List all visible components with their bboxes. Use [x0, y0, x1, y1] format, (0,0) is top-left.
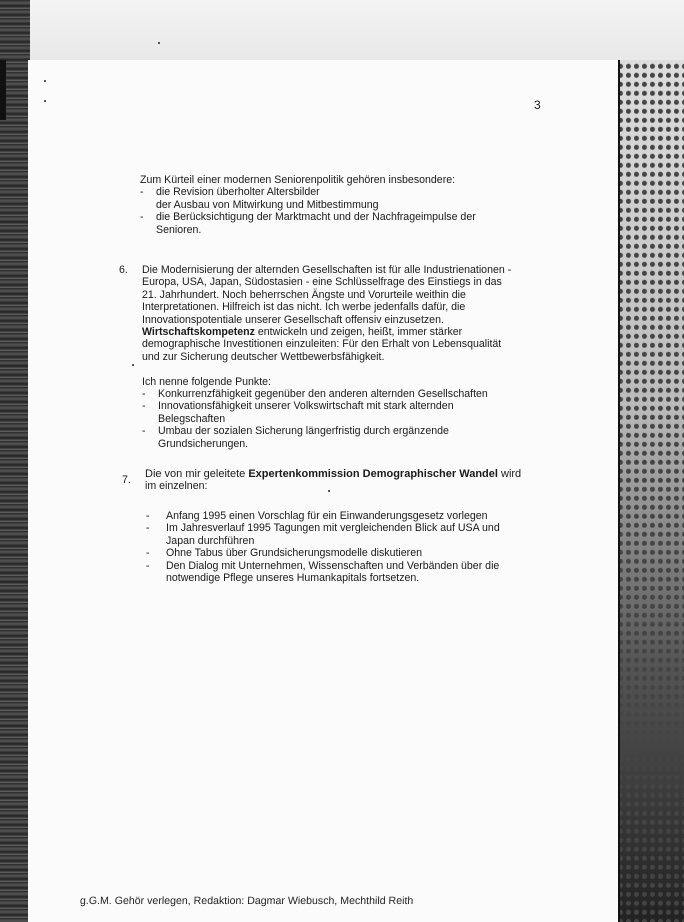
paragraph-line-bold: Wirtschaftskompetenz entwickeln und zeigen, heißt, immer stärker [142, 325, 463, 338]
intro-block [140, 174, 476, 236]
list-item: Belegschaften [158, 412, 226, 425]
paragraph-line: im einzelnen: [145, 480, 208, 493]
paragraph-line: und zur Sicherung deutscher Wettbewerbsfähigkeit. [142, 350, 385, 363]
paragraph-line-bold: Die von mir geleitete Expertenkommission Demographischer Wandel wird [145, 468, 522, 480]
list-item: Senioren. [156, 223, 202, 236]
section-7-body [145, 468, 521, 493]
scan-edge-mark [0, 60, 6, 120]
list-item: - Innovationsfähigkeit unserer Volkswirtschaft mit stark alternden [142, 400, 454, 413]
scan-top-margin [0, 0, 684, 60]
points-intro: Ich nenne folgende Punkte: [142, 375, 271, 388]
section-7-number: 7. [122, 474, 131, 486]
intro-heading: Zum Kürteil einer modernen Seniorenpolitik gehören insbesondere: [140, 174, 456, 186]
scan-speck [44, 80, 46, 82]
scan-speck [132, 364, 134, 366]
blank-line [142, 363, 511, 375]
paragraph-line: demographische Investitionen einzuleiten: Für den Erhalt von Lebensqualität [142, 338, 502, 351]
list-item: - Den Dialog mit Unternehmen, Wissenschaften und Verbänden über die [146, 559, 500, 572]
list-item: - die Revision überholter Altersbilder [140, 186, 320, 199]
list-item: Japan durchführen [166, 534, 255, 547]
bold-term: Expertenkommission Demographischer Wandel [248, 468, 498, 480]
paragraph-line: Die Modernisierung der alternden Gesellschaften ist für alle Industrienationen - [142, 264, 512, 276]
page-number: 3 [534, 98, 541, 112]
list-item: - die Berücksichtigung der Marktmacht und der Nachfrageimpulse der [140, 211, 476, 224]
bold-term: Wirtschaftskompetenz [142, 325, 255, 338]
list-item: der Ausbau von Mitwirkung und Mitbestimmung [156, 198, 379, 211]
section-6-body [142, 264, 511, 450]
section-6-number: 6. [119, 264, 128, 276]
list-item: - Anfang 1995 einen Vorschlag für ein Einwanderungsgesetz vorlegen [146, 510, 488, 522]
paragraph-line: Interpretationen. Hilfreich ist das nicht. Ich werbe jedenfalls dafür, die [142, 301, 466, 314]
list-item: - Konkurrenzfähigkeit gegenüber den anderen alternden Gesellschaften [142, 387, 488, 400]
list-item: notwendige Pflege unseres Humankapitals fortsetzen. [166, 572, 420, 585]
list-item: - Im Jahresverlauf 1995 Tagungen mit vergleichenden Blick auf USA und [146, 522, 500, 535]
paragraph-line: 21. Jahrhundert. Noch beherrschen Ängste und Vorurteile weithin die [142, 288, 466, 301]
scan-left-border [0, 0, 30, 922]
scan-speck [158, 42, 160, 44]
list-item: - Umbau der sozialen Sicherung längerfristig durch ergänzende [142, 425, 449, 438]
section-7-list [146, 510, 500, 584]
scan-speck [44, 100, 46, 102]
footer-credit: g.G.M. Gehör verlegen, Redaktion: Dagmar Wiebusch, Mechthild Reith [79, 895, 414, 907]
paragraph-line: Europa, USA, Japan, Südostasien - eine Schlüsselfrage des Einstiegs in das [142, 276, 502, 289]
scan-right-noise [618, 60, 684, 922]
paragraph-line: Innovationspotentiale unserer Gesellschaft offensiv einzusetzen. [142, 313, 444, 326]
list-item: - Ohne Tabus über Grundsicherungsmodelle diskutieren [146, 547, 422, 560]
list-item: Grundsicherungen. [158, 437, 249, 450]
